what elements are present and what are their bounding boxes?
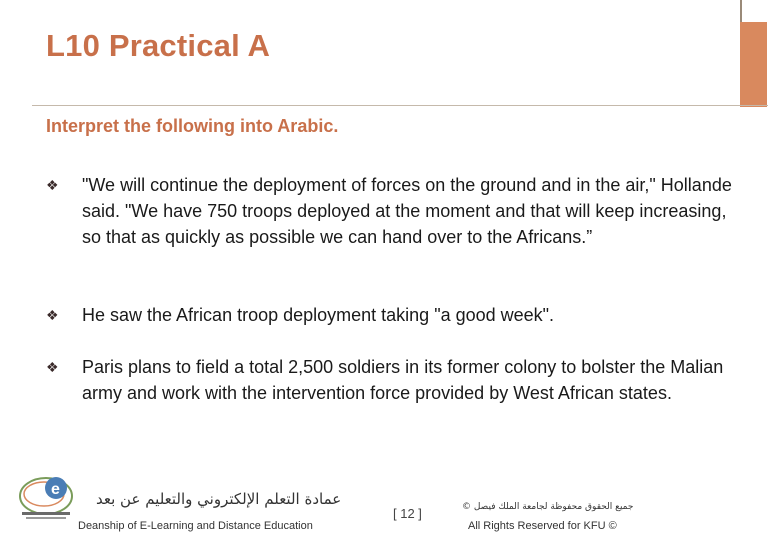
footer xyxy=(0,462,780,540)
decorative-accent-bar xyxy=(740,22,767,107)
footer-rights-english: All Rights Reserved for KFU © xyxy=(468,520,617,532)
slide-subtitle: Interpret the following into Arabic. xyxy=(46,116,339,136)
e-learning-logo-icon xyxy=(16,464,78,522)
bullet-text: "We will continue the deployment of forces on the ground and in the air," Hollande said. "We have 750 troops deployed at the moment and that will keep increasing, so that as quickly as possible we can hand over to the Africans.” xyxy=(82,175,732,247)
decorative-line xyxy=(740,0,742,22)
bullet-text: He saw the African troop deployment taking "a good week". xyxy=(82,305,555,325)
footer-english-title: Deanship of E-Learning and Distance Education xyxy=(78,520,313,532)
slide-title: L10 Practical A xyxy=(46,28,271,63)
diamond-flower-icon: ❖ xyxy=(46,359,59,375)
title-divider xyxy=(32,105,768,106)
bullet-text: Paris plans to field a total 2,500 soldiers in its former colony to bolster the Malian army and work with the intervention force provided by West African states. xyxy=(82,357,724,403)
diamond-flower-icon: ❖ xyxy=(46,307,59,323)
footer-rights-arabic: جميع الحقوق محفوظة لجامعة الملك فيصل © xyxy=(462,502,634,512)
bullet-item xyxy=(46,354,732,406)
page-number: [ 12 ] xyxy=(393,506,422,521)
bullet-item xyxy=(46,172,732,250)
diamond-flower-icon: ❖ xyxy=(46,177,59,193)
svg-text:e: e xyxy=(51,481,60,498)
bullet-item xyxy=(46,302,732,328)
footer-arabic-title: عمادة التعلم الإلكتروني والتعليم عن بعد xyxy=(96,490,342,508)
